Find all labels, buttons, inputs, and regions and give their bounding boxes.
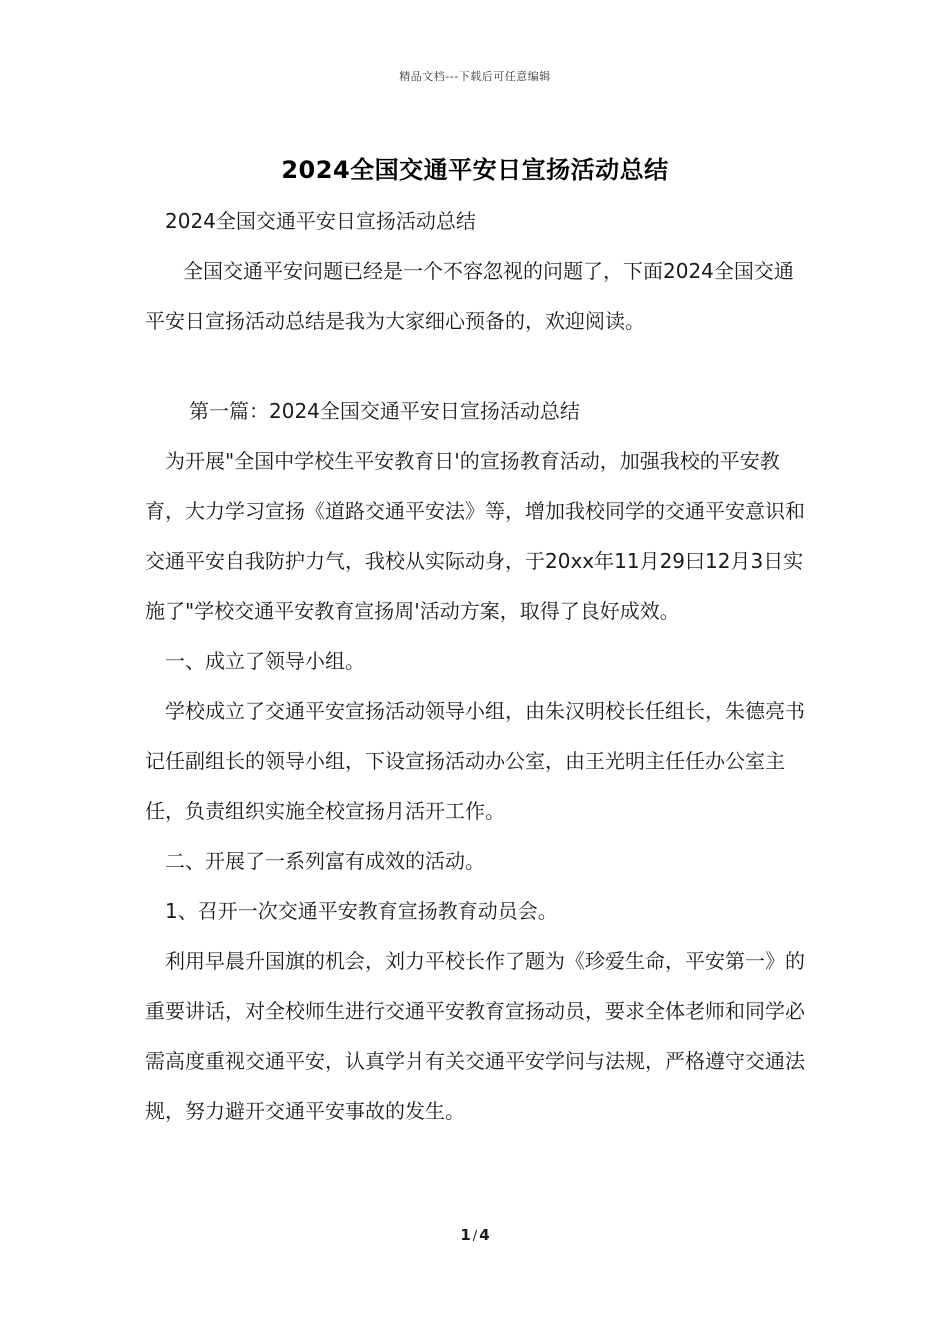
section-heading: 二、开展了一系列富有成效的活动。 <box>165 849 485 873</box>
body-paragraph: 利用早晨升国旗的机会，刘力平校长作了题为《珍爱生命，平安第一》的重要讲话，对全校师生进行交通平安教育宣扬动员，要求全体老师和同学必需高度重视交通平安，认真学爿有关交通平安学问与法规，严格遵守交通法规，努力避开交通平安事故的发生。 <box>145 949 805 1123</box>
document-title: 2024全国交通平安日宣扬活动总结 <box>281 156 669 184</box>
chapter-heading: 第一篇：2024全国交通平安日宣扬活动总结 <box>189 399 580 423</box>
section-heading: 一、成立了领导小组。 <box>165 649 365 673</box>
current-page-number: 1 <box>460 1226 471 1244</box>
subtitle-paragraph: 2024全国交通平安日宣扬活动总结 <box>165 209 476 233</box>
page-header: 精品文档---下载后可任意编辑 <box>399 70 551 83</box>
body-paragraph: 学校成立了交通平安宣扬活动领导小组，由朱汉明校长任组长，朱德亮书记任副组长的领导小组，下设宣扬活动办公室，由王光明主任任办公室主任，负责组织实施全校宣扬月活开工作。 <box>145 699 805 823</box>
document-body <box>145 196 810 1136</box>
subsection-heading: 1、召开一次交通平安教育宣扬教育动员会。 <box>165 899 558 923</box>
body-paragraph: 为开展"全国中学校生平安教育日'的宣扬教育活动，加强我校的平安教育，大力学习宣扬《道路交通平安法》等，增加我校同学的交通平安意识和交通平安自我防护力气，我校从实际动身，于20xx年11月29曰12月3日实施了"学校交通平安教育宣扬周'活动方案，取得了良好成效。 <box>145 449 805 623</box>
page-number <box>0 1226 950 1244</box>
total-page-count: 4 <box>479 1226 490 1244</box>
page-separator: / <box>472 1229 478 1244</box>
intro-paragraph: 全国交通平安问题已经是一个不容忽视的问题了，下面2024全国交通平安日宣扬活动总结是我为大家细心预备的，欢迎阅读。 <box>145 259 794 333</box>
